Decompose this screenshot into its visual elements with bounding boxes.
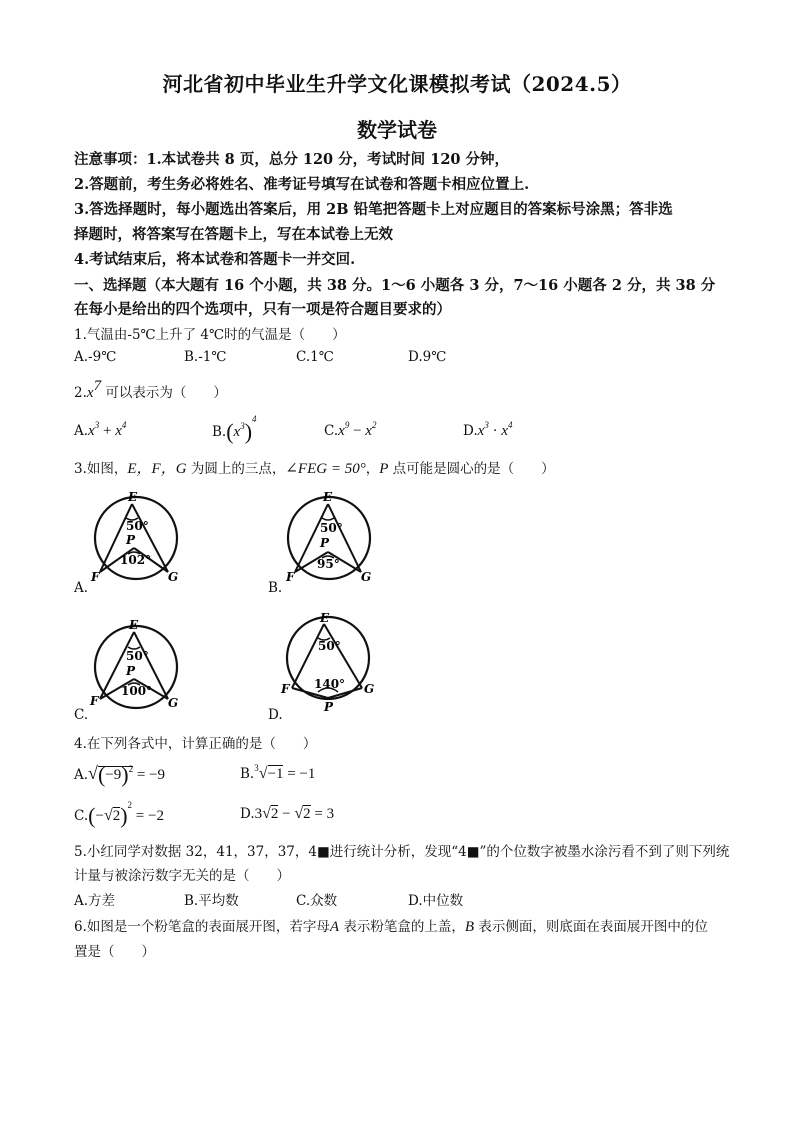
q3-figure-c bbox=[88, 617, 188, 717]
point-f: F bbox=[90, 694, 99, 708]
point-e: E bbox=[128, 492, 138, 504]
point-p: P bbox=[126, 664, 136, 678]
q2-option-b: $B.(x^3)^4$ bbox=[212, 414, 257, 444]
q5-option-b: B.平均数 bbox=[184, 893, 239, 909]
q5-stem-1: 5.小红同学对数据 32，41，37，37，4■进行统计分析，发现“4■”的个位数字被墨水涂污看不到了则下列统 bbox=[74, 844, 730, 860]
note-4: 4.考试结束后，将本试卷和答题卡一并交回. bbox=[74, 251, 356, 268]
page-subtitle: 数学试卷 bbox=[357, 118, 437, 142]
q5-option-c: C.众数 bbox=[296, 893, 338, 909]
note-2: 2.答题前，考生务必将姓名、准考证号填写在试卷和答题卡相应位置上. bbox=[74, 176, 530, 193]
q2-option-d: $D.x^3 \cdot x^4$ bbox=[463, 420, 513, 439]
point-g: G bbox=[364, 682, 375, 696]
point-p: P bbox=[126, 533, 136, 547]
point-f: F bbox=[281, 682, 290, 696]
q3-label-d: D. bbox=[268, 707, 283, 723]
q5-option-d: D.中位数 bbox=[408, 893, 464, 909]
q4-option-d: D.3√2 − √2 = 3 bbox=[240, 805, 335, 822]
q3-figure-d bbox=[280, 612, 380, 712]
note-1: 注意事项：1.本试卷共 8 页，总分 120 分，考试时间 120 分钟， bbox=[74, 151, 510, 168]
q5-option-a: A.方差 bbox=[74, 893, 116, 909]
angle-top: 50° bbox=[126, 649, 149, 663]
q6-stem-1: 6.如图是一个粉笔盒的表面展开图，若字母A 表示粉笔盒的上盖，B 表示侧面，则底面在表面展开图中的位 bbox=[74, 919, 708, 935]
q1-option-c: C.1℃ bbox=[296, 349, 334, 365]
point-p: P bbox=[324, 700, 334, 712]
point-p: P bbox=[320, 536, 330, 550]
point-g: G bbox=[361, 570, 372, 584]
angle-top: 50° bbox=[320, 521, 343, 535]
angle-p: 100° bbox=[121, 684, 153, 698]
point-f: F bbox=[91, 570, 100, 584]
point-f: F bbox=[286, 570, 295, 584]
note-3b: 择题时，将答案写在答题卡上，写在本试卷上无效 bbox=[74, 226, 393, 243]
q1-option-a: A.-9℃ bbox=[74, 349, 117, 365]
point-e: E bbox=[320, 612, 330, 625]
q3-figure-a bbox=[88, 492, 188, 592]
q4-option-b: B.$^3$√−1 = −1 bbox=[240, 763, 316, 782]
q4-stem: 4.在下列各式中，计算正确的是（ ） bbox=[74, 736, 317, 752]
angle-p: 140° bbox=[314, 677, 346, 691]
angle-p: 95° bbox=[317, 557, 340, 571]
q4-option-a: $A.√(-9)^2 = -9$ bbox=[74, 762, 165, 787]
q3-label-b: B. bbox=[268, 580, 283, 596]
note-3a: 3.答选择题时，每小题选出答案后，用 2B 铅笔把答题卡上对应题目的答案标号涂黑；答非选 bbox=[74, 201, 673, 218]
q1-option-d: D.9℃ bbox=[408, 349, 447, 365]
page-title: 河北省初中毕业生升学文化课模拟考试（2024.5） bbox=[162, 72, 632, 96]
q2-option-a: $A.x^3 + x^4$ bbox=[74, 420, 127, 439]
q6-stem-2: 置是（ ） bbox=[74, 944, 155, 960]
angle-p: 102° bbox=[120, 553, 152, 567]
point-e: E bbox=[129, 618, 139, 632]
point-g: G bbox=[168, 696, 179, 710]
angle-top: 50° bbox=[126, 519, 149, 533]
q2-option-c: $C.x^9 - x^2$ bbox=[324, 420, 377, 439]
q2-stem: $2.x^7$ 可以表示为（ ） bbox=[74, 378, 227, 401]
q3-label-a: A. bbox=[74, 580, 89, 596]
q3-stem: 3.如图，E，F，G 为圆上的三点，∠FEG = 50°，P 点可能是圆心的是（ ） bbox=[74, 461, 555, 477]
section-heading-1: 一、选择题（本大题有 16 个小题，共 38 分。1～6 小题各 3 分，7～16 小题各 2 分，共 38 分 bbox=[74, 277, 716, 294]
point-g: G bbox=[168, 570, 179, 584]
q1-option-b: B.-1℃ bbox=[184, 349, 227, 365]
q5-stem-2: 计量与被涂污数字无关的是（ ） bbox=[74, 868, 290, 884]
q3-figure-b bbox=[283, 490, 383, 590]
q1-stem: 1.气温由-5℃上升了 4℃时的气温是（ ） bbox=[74, 327, 346, 343]
section-heading-2: 在每小是给出的四个选项中，只有一项是符合题目要求的） bbox=[74, 301, 451, 318]
point-e: E bbox=[323, 490, 333, 504]
angle-top: 50° bbox=[318, 639, 341, 653]
q3-label-c: C. bbox=[74, 707, 89, 723]
q4-option-c: $C.(-√2)^2 = -2$ bbox=[74, 800, 164, 828]
